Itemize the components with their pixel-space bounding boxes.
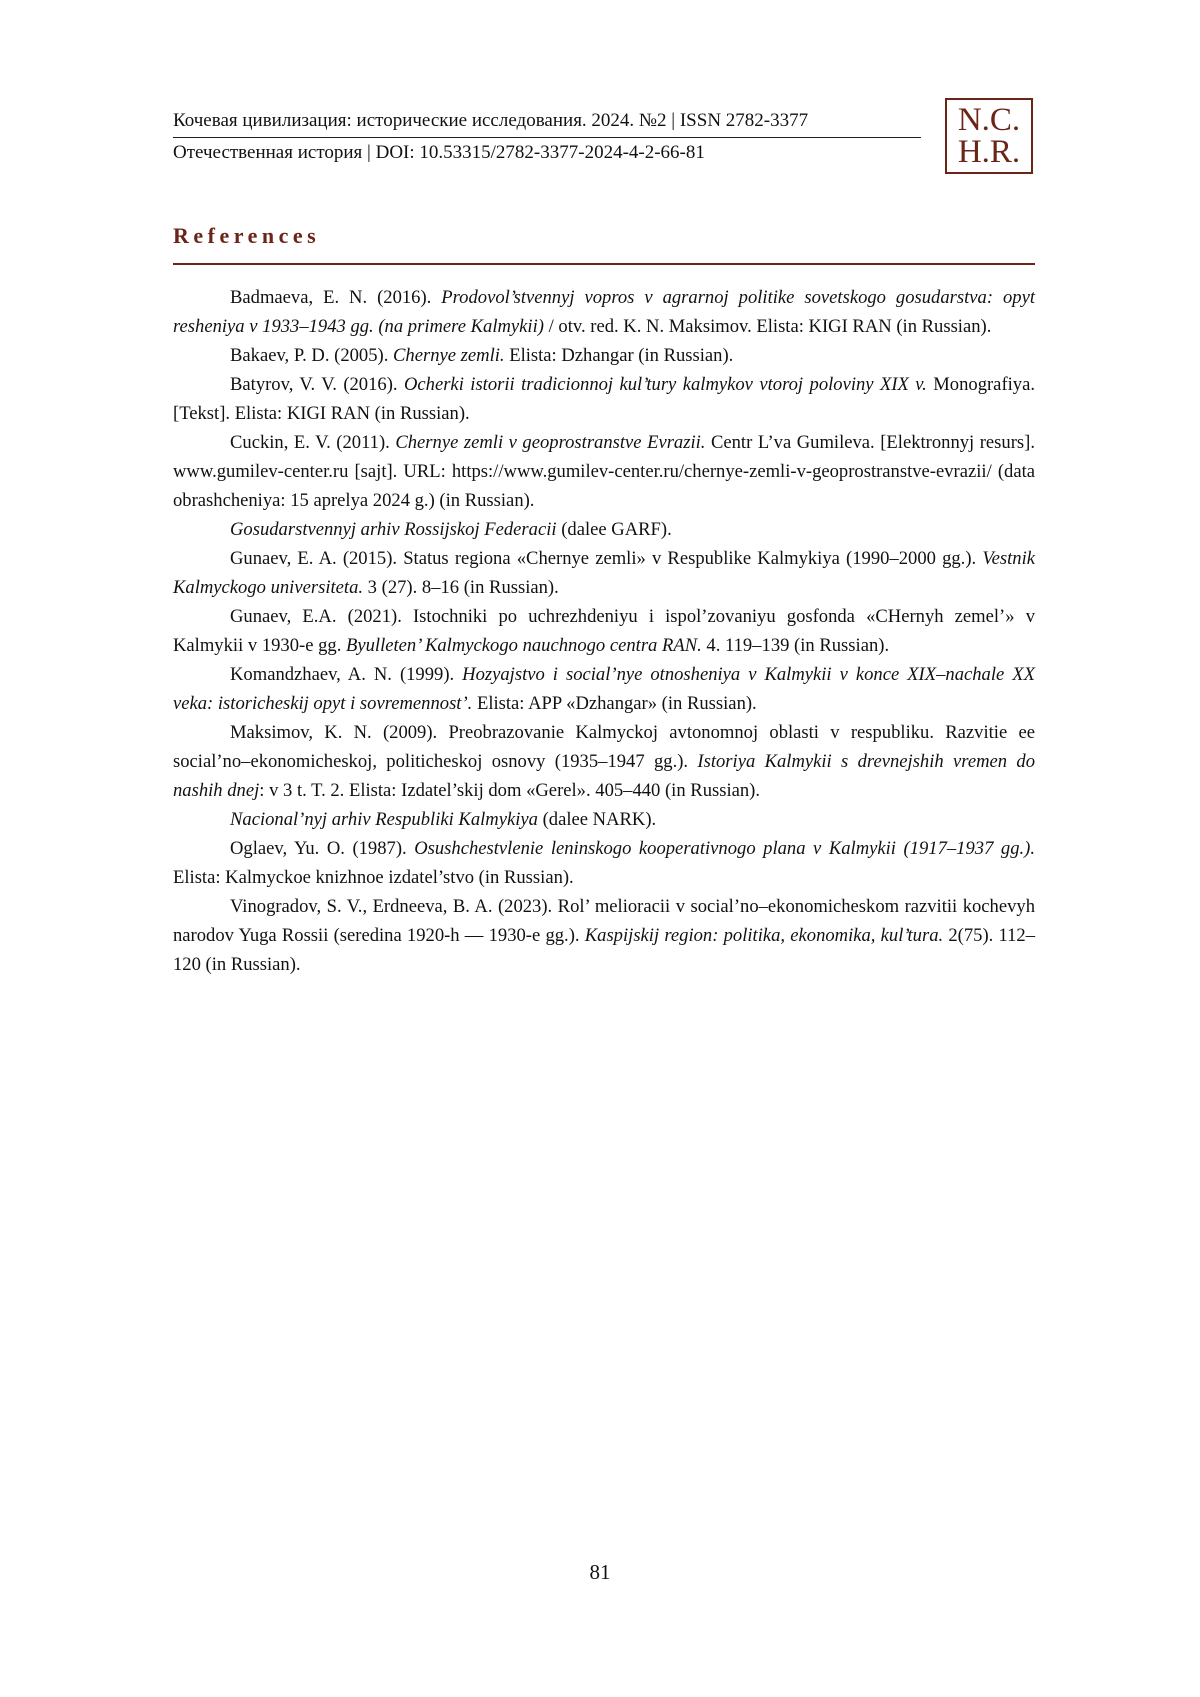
ref-text: Elista: APP «Dzhangar» (in Russian).	[472, 693, 757, 714]
ref-title: Osushchestvlenie leninskogo kooperativnogo plana v Kalmykii (1917–1937 gg.).	[414, 838, 1035, 859]
ref-text: Monografiya. [Tekst]. Elista: KIGI RAN (in Russian).	[173, 374, 1035, 424]
reference-entry	[173, 544, 1035, 602]
running-header	[173, 102, 1035, 184]
ref-text: Gunaev, E. A. (2015). Status regiona «Chernye zemli» v Respublike Kalmykiya (1990–2000 gg.).	[230, 548, 983, 569]
reference-entry	[173, 283, 1035, 341]
reference-entry	[173, 892, 1035, 979]
page-number: 81	[589, 1560, 611, 1584]
ref-text: (dalee GARF).	[556, 519, 672, 540]
ref-text: Cuckin, E. V. (2011).	[230, 432, 396, 453]
journal-title-line: Кочевая цивилизация: исторические исследования. 2024. №2 | ISSN 2782-3377	[173, 108, 921, 138]
ref-text: Bakaev, P. D. (2005).	[230, 345, 394, 366]
ref-text: Elista: Kalmyckoe knizhnoe izdatel’stvo (in Russian).	[173, 867, 574, 888]
ref-text: Gunaev, E.A. (2021). Istochniki po uchrezhdeniyu i ispol’zovaniyu gosfonda «CHernyh zemel’» v Kalmykii v 1930-e gg.	[173, 606, 1035, 656]
ref-text: 2(75). 112–120 (in Russian).	[173, 925, 1035, 975]
reference-entry	[173, 718, 1035, 805]
header-text	[173, 108, 921, 166]
reference-entry	[173, 341, 1035, 370]
ref-text: Maksimov, K. N. (2009). Preobrazovanie Kalmyckoj avtonomnoj oblasti v respubliku. Razvitie ee social’no–ekonomicheskoj, politicheskoj osnovy (1935–1947 gg.).	[173, 722, 1035, 772]
ref-text: Badmaeva, E. N. (2016).	[230, 287, 442, 308]
reference-entry	[173, 370, 1035, 428]
reference-entry	[173, 602, 1035, 660]
reference-entry	[173, 428, 1035, 515]
ref-title: Nacional’nyj arhiv Respubliki Kalmykiya	[230, 809, 538, 830]
ref-text: Elista: Dzhangar (in Russian).	[504, 345, 734, 366]
reference-entry	[173, 515, 1035, 544]
ref-text: Komandzhaev, A. N. (1999).	[230, 664, 463, 685]
ref-text: 4. 119–139 (in Russian).	[701, 635, 890, 656]
ref-text: 3 (27). 8–16 (in Russian).	[363, 577, 559, 598]
ref-text: Oglaev, Yu. O. (1987).	[230, 838, 415, 859]
ref-text: Batyrov, V. V. (2016).	[230, 374, 404, 395]
ref-title: Chernye zemli v geoprostranstve Evrazii.	[395, 432, 706, 453]
logo-line1: N.C.	[957, 102, 1021, 138]
ref-title: Gosudarstvennyj arhiv Rossijskoj Federacii	[230, 519, 557, 540]
journal-logo	[945, 98, 1033, 174]
ref-title: Prodovol’stvennyj vopros v agrarnoj politike sovetskogo gosudarstva: opyt resheniya v 1933–1943 gg. (na primere Kalmykii)	[173, 287, 1036, 337]
ref-title: Istoriya Kalmykii s drevnejshih vremen do nashih dnej	[173, 751, 1035, 801]
section-doi-line: Отечественная история | DOI: 10.53315/2782-3377-2024-4-2-66-81	[173, 142, 705, 163]
ref-text: Vinogradov, S. V., Erdneeva, B. A. (2023). Rol’ melioracii v social’no–ekonomicheskom razvitii kochevyh narodov Yuga Rossii (seredina 1920-h — 1930-e gg.).	[173, 896, 1035, 946]
reference-entry	[173, 834, 1035, 892]
reference-entry	[173, 805, 1035, 834]
ref-text: Centr L’va Gumileva. [Elektronnyj resurs]. www.gumilev-center.ru [sajt]. URL: https://www.gumilev-center.ru/chernye-zemli-v-geoprostranstve-evrazii/ (data obrashcheniya: 15 aprelya 2024 g.) (in Russian).	[173, 432, 1035, 511]
ref-title: Chernye zemli.	[393, 345, 505, 366]
reference-entry	[173, 660, 1035, 718]
ref-title: Vestnik Kalmyckogo universiteta.	[173, 548, 1035, 598]
references-heading	[173, 223, 1035, 265]
logo-line2: H.R.	[957, 134, 1021, 170]
ref-text: : v 3 t. T. 2. Elista: Izdatel’skij dom «Gerel». 405–440 (in Russian).	[259, 780, 761, 801]
ref-title: Kaspijskij region: politika, ekonomika, kul’tura.	[584, 925, 944, 946]
ref-title: Byulleten’ Kalmyckogo nauchnogo centra RAN.	[346, 635, 702, 656]
ref-title: Ocherki istorii tradicionnoj kul’tury kalmykov vtoroj poloviny XIX v.	[403, 374, 927, 395]
ref-text: (dalee NARK).	[537, 809, 657, 830]
references-heading-text: References	[173, 223, 321, 248]
ref-text: / otv. red. K. N. Maksimov. Elista: KIGI RAN (in Russian).	[543, 316, 992, 337]
reference-list	[173, 283, 1035, 979]
ref-title: Hozyajstvo i social’nye otnosheniya v Kalmykii v konce XIX–nachale XX veka: istoricheskij opyt i sovremennost’.	[173, 664, 1035, 714]
